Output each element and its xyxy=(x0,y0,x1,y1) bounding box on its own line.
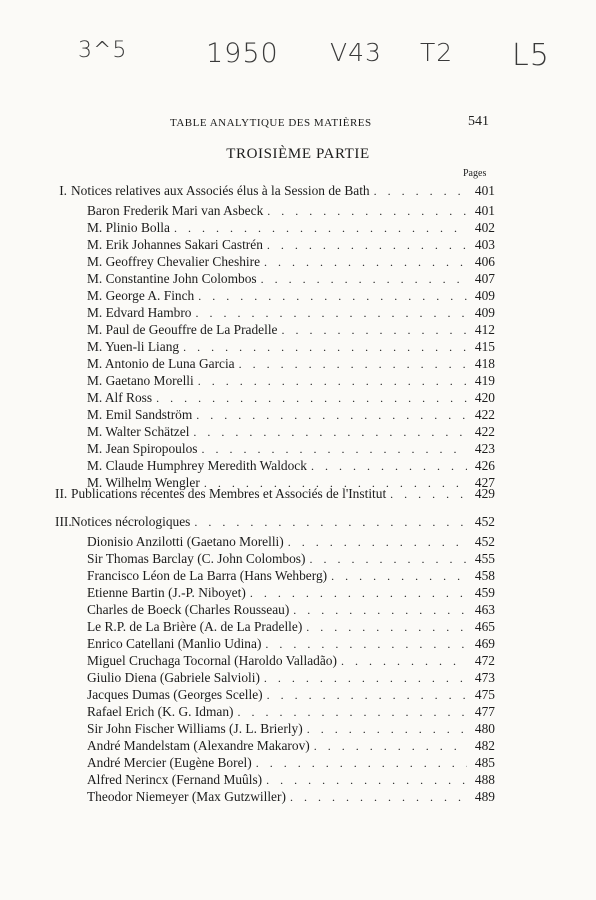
toc-section-1 xyxy=(55,182,495,199)
leader-dots xyxy=(305,551,467,568)
toc-entry[interactable] xyxy=(55,635,495,652)
toc-entry-page: 488 xyxy=(474,772,495,787)
toc-entry-label: Theodor Niemeyer (Max Gutzwiller) xyxy=(87,789,286,804)
toc-entry-label: M. Emil Sandström xyxy=(87,407,193,422)
leader-dots xyxy=(170,220,467,237)
toc-entry[interactable] xyxy=(55,669,495,686)
handwritten-annotation-0: 3^5 xyxy=(78,38,128,63)
toc-entry-label: Sir Thomas Barclay (C. John Colombos) xyxy=(87,551,306,566)
toc-entry-label: Dionisio Anzilotti (Gaetano Morelli) xyxy=(87,534,284,549)
toc-entry-page: 475 xyxy=(474,687,495,702)
toc-entry-label: Etienne Bartin (J.-P. Niboyet) xyxy=(87,585,246,600)
toc-entry[interactable] xyxy=(55,618,495,635)
handwritten-annotation-1: 1950 xyxy=(206,38,279,69)
toc-entry-label: M. Wilhelm Wengler xyxy=(87,475,200,490)
leader-dots xyxy=(190,514,467,531)
toc-entry[interactable] xyxy=(55,389,495,406)
leader-dots xyxy=(235,356,467,373)
toc-list-section-3 xyxy=(55,533,495,805)
toc-entry-page: 403 xyxy=(474,237,495,252)
toc-entry-page: 489 xyxy=(474,789,495,804)
toc-entry-label: Baron Frederik Mari van Asbeck xyxy=(87,203,264,218)
toc-entry-page: 407 xyxy=(474,271,495,286)
toc-entry[interactable] xyxy=(55,533,495,550)
toc-entry[interactable] xyxy=(55,754,495,771)
toc-entry-label: Miguel Cruchaga Tocornal (Haroldo Valladão) xyxy=(87,653,337,668)
toc-entry-page: 427 xyxy=(474,475,495,490)
toc-entry-label: André Mandelstam (Alexandre Makarov) xyxy=(87,738,310,753)
leader-dots xyxy=(263,203,467,220)
section-heading xyxy=(55,485,386,502)
section-heading-row[interactable] xyxy=(55,485,495,502)
leader-dots xyxy=(289,602,467,619)
section-page: 452 xyxy=(474,514,495,529)
toc-entry-page: 401 xyxy=(474,203,495,218)
leader-dots xyxy=(310,738,467,755)
leader-dots xyxy=(262,772,467,789)
toc-entry-page: 459 xyxy=(474,585,495,600)
toc-entry-label: Le R.P. de La Brière (A. de La Pradelle) xyxy=(87,619,303,634)
leader-dots xyxy=(192,305,468,322)
handwritten-annotation-3: T2 xyxy=(420,38,454,67)
toc-entry-label: Rafael Erich (K. G. Idman) xyxy=(87,704,234,719)
toc-entry-label: Giulio Diena (Gabriele Salvioli) xyxy=(87,670,260,685)
section-title: Notices relatives aux Associés élus à la Session de Bath xyxy=(71,183,370,198)
toc-entry[interactable] xyxy=(55,720,495,737)
toc-entry[interactable] xyxy=(55,550,495,567)
toc-entry-label: Alfred Nerincx (Fernand Muûls) xyxy=(87,772,263,787)
toc-entry-page: 463 xyxy=(474,602,495,617)
leader-dots xyxy=(234,704,468,721)
toc-entry-page: 402 xyxy=(474,220,495,235)
toc-entry-page: 406 xyxy=(474,254,495,269)
toc-entry-page: 482 xyxy=(474,738,495,753)
toc-list-section-1 xyxy=(55,202,495,491)
toc-entry-label: Sir John Fischer Williams (J. L. Brierly) xyxy=(87,721,303,736)
toc-entry[interactable] xyxy=(55,355,495,372)
toc-entry-label: M. Paul de Geouffre de La Pradelle xyxy=(87,322,278,337)
leader-dots xyxy=(337,653,467,670)
toc-entry-page: 422 xyxy=(474,407,495,422)
toc-entry-page: 409 xyxy=(474,288,495,303)
section-number: I. xyxy=(59,183,67,198)
toc-entry-label: M. Antonio de Luna Garcia xyxy=(87,356,235,371)
leader-dots xyxy=(327,568,467,585)
leader-dots xyxy=(179,339,467,356)
toc-entry-label: Charles de Boeck (Charles Rousseau) xyxy=(87,602,290,617)
part-title: TROISIÈME PARTIE xyxy=(226,146,370,162)
toc-entry-page: 422 xyxy=(474,424,495,439)
toc-entry-page: 409 xyxy=(474,305,495,320)
leader-dots xyxy=(197,441,467,458)
toc-entry[interactable] xyxy=(55,652,495,669)
toc-entry-page: 420 xyxy=(474,390,495,405)
toc-entry[interactable] xyxy=(55,601,495,618)
toc-entry-label: M. Constantine John Colombos xyxy=(87,271,257,286)
leader-dots xyxy=(261,636,467,653)
leader-dots xyxy=(260,254,467,271)
leader-dots xyxy=(246,585,467,602)
toc-entry[interactable] xyxy=(55,202,495,219)
section-heading-row[interactable] xyxy=(55,513,495,530)
pages-column-label: Pages xyxy=(463,168,487,179)
page-number: 541 xyxy=(468,114,489,129)
toc-entry-label: M. Jean Spiropoulos xyxy=(87,441,198,456)
toc-entry-page: 458 xyxy=(474,568,495,583)
toc-entry-label: Enrico Catellani (Manlio Udina) xyxy=(87,636,262,651)
toc-entry[interactable] xyxy=(55,304,495,321)
toc-entry-label: M. Erik Johannes Sakari Castrén xyxy=(87,237,263,252)
toc-entry-page: 465 xyxy=(474,619,495,634)
leader-dots xyxy=(152,390,467,407)
toc-entry[interactable] xyxy=(55,788,495,805)
leader-dots xyxy=(370,183,467,200)
section-page: 429 xyxy=(474,486,495,501)
toc-entry-page: 485 xyxy=(474,755,495,770)
toc-entry[interactable] xyxy=(55,219,495,236)
toc-entry-page: 452 xyxy=(474,534,495,549)
section-page: 401 xyxy=(474,183,495,198)
section-title: Publications récentes des Membres et Associés de l'Institut xyxy=(71,486,387,501)
toc-entry-page: 469 xyxy=(474,636,495,651)
toc-section-3 xyxy=(55,513,495,530)
toc-entry-label: Jacques Dumas (Georges Scelle) xyxy=(87,687,263,702)
section-heading-row[interactable] xyxy=(55,182,495,199)
toc-entry[interactable] xyxy=(55,372,495,389)
section-heading xyxy=(55,513,190,530)
toc-entry[interactable] xyxy=(55,236,495,253)
toc-entry-label: M. Walter Schätzel xyxy=(87,424,190,439)
toc-section-2 xyxy=(55,485,495,502)
toc-entry-label: André Mercier (Eugène Borel) xyxy=(87,755,252,770)
toc-entry-label: M. Edvard Hambro xyxy=(87,305,192,320)
toc-entry[interactable] xyxy=(55,270,495,287)
toc-entry[interactable] xyxy=(55,703,495,720)
leader-dots xyxy=(278,322,467,339)
toc-entry[interactable] xyxy=(55,321,495,338)
toc-entry[interactable] xyxy=(55,686,495,703)
toc-entry-label: M. George A. Finch xyxy=(87,288,195,303)
toc-entry[interactable] xyxy=(55,737,495,754)
toc-entry-label: M. Alf Ross xyxy=(87,390,153,405)
leader-dots xyxy=(286,789,467,806)
handwritten-annotation-4: L5 xyxy=(512,38,550,73)
leader-dots xyxy=(303,721,467,738)
toc-entry[interactable] xyxy=(55,584,495,601)
toc-entry[interactable] xyxy=(55,567,495,584)
toc-entry-page: 480 xyxy=(474,721,495,736)
leader-dots xyxy=(260,670,467,687)
toc-entry-page: 473 xyxy=(474,670,495,685)
toc-entry[interactable] xyxy=(55,457,495,474)
toc-entry[interactable] xyxy=(55,423,495,440)
toc-entry[interactable] xyxy=(55,406,495,423)
toc-entry-label: M. Claude Humphrey Meredith Waldock xyxy=(87,458,307,473)
running-head: TABLE ANALYTIQUE DES MATIÈRES xyxy=(170,117,372,129)
toc-entry-label: M. Gaetano Morelli xyxy=(87,373,194,388)
toc-entry-label: M. Geoffrey Chevalier Cheshire xyxy=(87,254,261,269)
leader-dots xyxy=(257,271,467,288)
leader-dots xyxy=(252,755,467,772)
toc-entry[interactable] xyxy=(55,253,495,270)
toc-entry[interactable] xyxy=(55,440,495,457)
toc-entry-page: 423 xyxy=(474,441,495,456)
leader-dots xyxy=(263,237,467,254)
section-number: III. xyxy=(55,514,72,529)
leader-dots xyxy=(302,619,467,636)
toc-entry-label: M. Plinio Bolla xyxy=(87,220,170,235)
leader-dots xyxy=(194,373,467,390)
leader-dots xyxy=(263,687,467,704)
handwritten-annotation-2: V43 xyxy=(330,38,382,67)
toc-entry-page: 477 xyxy=(474,704,495,719)
toc-entry[interactable] xyxy=(55,771,495,788)
leader-dots xyxy=(284,534,467,551)
section-number: II. xyxy=(55,486,68,501)
toc-entry-page: 418 xyxy=(474,356,495,371)
leader-dots xyxy=(386,486,467,503)
toc-entry-page: 415 xyxy=(474,339,495,354)
toc-entry[interactable] xyxy=(55,338,495,355)
section-heading xyxy=(55,182,370,199)
toc-entry-label: Francisco Léon de La Barra (Hans Wehberg) xyxy=(87,568,328,583)
leader-dots xyxy=(194,288,467,305)
toc-entry[interactable] xyxy=(55,287,495,304)
toc-entry-page: 426 xyxy=(474,458,495,473)
section-title: Notices nécrologiques xyxy=(71,514,191,529)
leader-dots xyxy=(189,424,467,441)
toc-entry-page: 412 xyxy=(474,322,495,337)
toc-entry-page: 455 xyxy=(474,551,495,566)
toc-entry-label: M. Yuen-li Liang xyxy=(87,339,180,354)
toc-entry-page: 472 xyxy=(474,653,495,668)
leader-dots xyxy=(192,407,467,424)
leader-dots xyxy=(307,458,467,475)
toc-entry-page: 419 xyxy=(474,373,495,388)
